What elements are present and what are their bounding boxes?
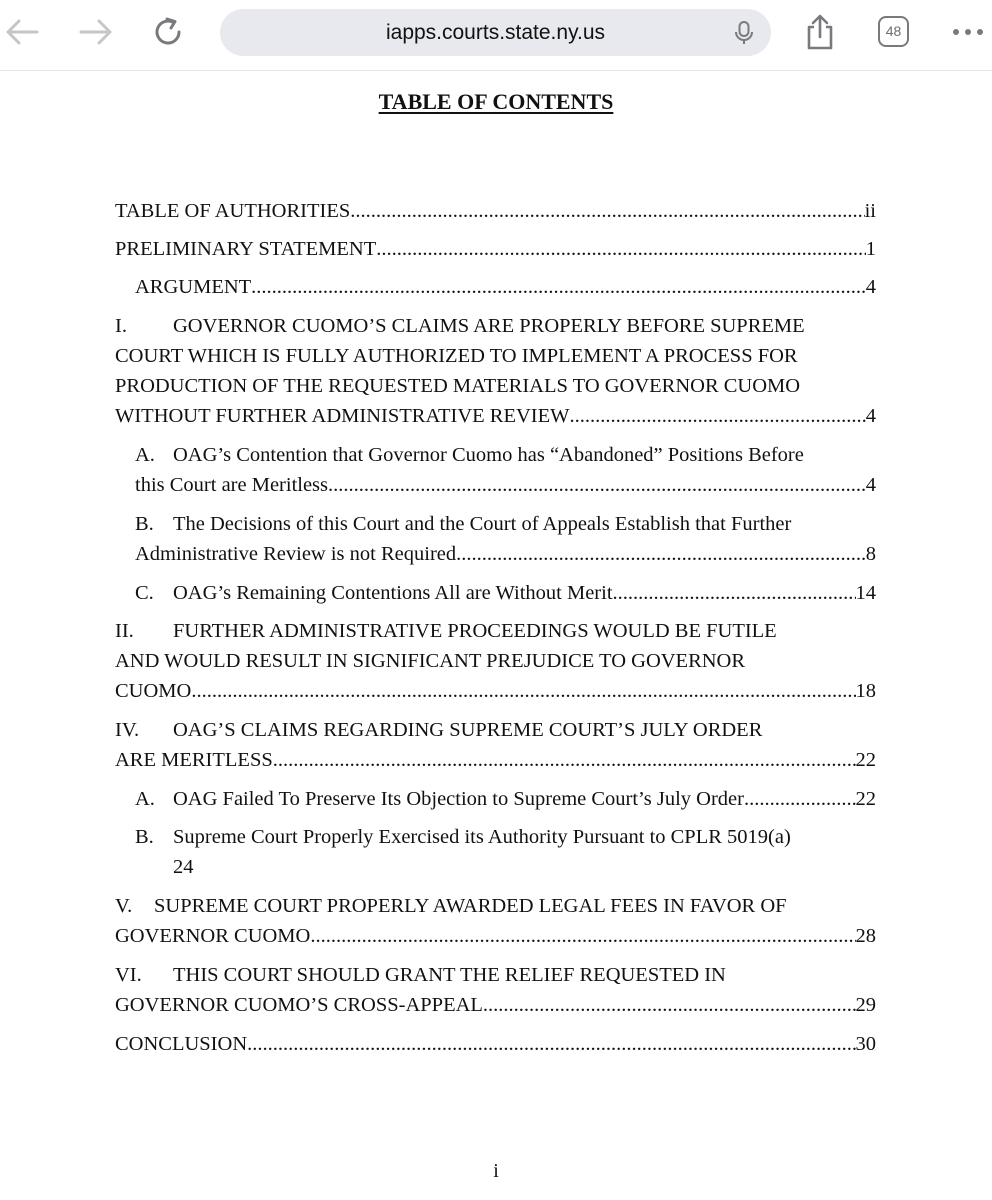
toc-entry-text: CUOMO. [115,680,197,702]
leader-dots [350,196,864,226]
toc-entry-point-vi[interactable] [115,960,876,1020]
share-icon [804,13,836,51]
toc-entry-text: FURTHER ADMINISTRATIVE PROCEEDINGS WOULD BE FUTILE [173,620,777,642]
leader-dots [613,578,856,608]
toc-entry-point-i[interactable] [115,311,876,431]
toc-entry-number: C. [135,582,154,604]
url-text[interactable]: iapps.courts.state.ny.us [385,21,606,44]
toc-entry-number: A. [135,788,155,810]
share-button[interactable] [798,10,842,54]
toc-page-number: ii [864,200,876,222]
document-page [0,71,992,1200]
microphone-icon[interactable] [732,20,756,46]
toc-page-number: 28 [855,925,876,947]
toc-page-number: 22 [855,749,876,771]
toc-entry-text: OAG Failed To Preserve Its Objection to Supreme Court’s July Order [173,788,744,810]
leader-dots [569,401,865,431]
toc-entry-text: ARGUMENT [135,276,252,298]
toc-page-number: 22 [855,788,876,810]
toc-entry-number: B. [135,513,154,535]
toc-page-number: 30 [855,1033,876,1055]
toc-entry-text: The Decisions of this Court and the Court of Appeals Establish that Further [173,513,792,535]
toc-entry-point-i-b[interactable] [135,509,876,569]
toc-entry-text: OAG’s Contention that Governor Cuomo has “Abandoned” Positions Before [173,444,804,466]
toc-entry-number: IV. [115,719,140,741]
page-number: i [493,1160,499,1182]
forward-button[interactable] [74,10,118,54]
toc-page-number: 4 [865,474,876,496]
toc-entry-number: VI. [115,964,142,986]
back-button[interactable] [0,10,44,54]
toc-entry-text: Administrative Review is not Required [135,543,457,565]
leader-dots [376,234,865,264]
toc-page-number: 4 [865,405,876,427]
toc-entry-argument[interactable] [135,272,876,302]
toc-entry-number: II. [115,620,134,642]
toc-entry-text: THIS COURT SHOULD GRANT THE RELIEF REQUESTED IN [173,964,726,986]
toc-entry-text: OAG’s Remaining Contentions All are Without Merit [173,582,613,604]
toc-entry-text: GOVERNOR CUOMO’S CROSS-APPEAL [115,994,483,1016]
toc-entry-point-i-a[interactable] [135,440,876,500]
back-arrow-icon [4,17,40,47]
toc-page-number: 29 [855,994,876,1016]
toc-page-number: 1 [865,238,876,260]
document-title: TABLE OF CONTENTS [378,89,614,114]
leader-dots [247,1029,855,1059]
toc-entry-point-v[interactable] [115,891,876,951]
toc-page-number: 14 [855,582,876,604]
forward-arrow-icon [78,17,114,47]
toc-entry-point-i-c[interactable] [135,578,876,608]
toc-page-number: 4 [865,276,876,298]
leader-dots [483,990,856,1020]
toc-entry-text: WITHOUT FURTHER ADMINISTRATIVE REVIEW [115,405,570,427]
toc-entry-preliminary-statement[interactable] [115,234,876,264]
toc-entry-text: CONCLUSION [115,1033,248,1055]
toc-entry-text: TABLE OF AUTHORITIES [115,200,351,222]
toc-entry-text: PRODUCTION OF THE REQUESTED MATERIALS TO GOVERNOR CUOMO [115,375,801,397]
browser-toolbar [0,0,992,71]
more-icon [950,27,986,37]
more-button[interactable] [946,10,990,54]
toc-entry-text: Supreme Court Properly Exercised its Authority Pursuant to CPLR 5019(a) [173,826,791,848]
leader-dots [744,784,856,814]
toc-entry-number: I. [115,315,127,337]
toc-entry-table-of-authorities[interactable] [115,196,876,226]
toc-entry-text: GOVERNOR CUOMO’S CLAIMS ARE PROPERLY BEFORE SUPREME [173,315,805,337]
toc-page-number: 8 [865,543,876,565]
leader-dots [328,470,866,500]
toc-entry-point-iv-b[interactable] [135,822,876,882]
toc-entry-number: V. [115,895,133,917]
reload-button[interactable] [147,10,191,54]
tab-count-button[interactable]: 48 [878,16,909,47]
leader-dots [310,921,855,951]
toc-entry-point-iv-a[interactable] [135,784,876,814]
toc-entry-number: B. [135,826,154,848]
toc-entry-conclusion[interactable] [115,1029,876,1059]
leader-dots [273,745,856,775]
toc-entry-text: GOVERNOR CUOMO [115,925,311,947]
leader-dots [251,272,866,302]
toc-page-number: 24 [173,856,194,878]
toc-entry-text: ARE MERITLESS [115,749,273,771]
toc-entry-point-iv[interactable] [115,715,876,775]
toc-entry-number: A. [135,444,155,466]
toc-entry-text: this Court are Meritless [135,474,329,496]
toc-entry-text: AND WOULD RESULT IN SIGNIFICANT PREJUDICE TO GOVERNOR [115,650,746,672]
toc-page-number: 18 [855,680,876,702]
reload-icon [151,14,187,50]
address-bar[interactable] [220,9,771,56]
toc-entry-text: PRELIMINARY STATEMENT [115,238,377,260]
toc-entry-text: SUPREME COURT PROPERLY AWARDED LEGAL FEES IN FAVOR OF [154,895,787,917]
toc-entry-text: OAG’S CLAIMS REGARDING SUPREME COURT’S JULY ORDER [173,719,763,741]
toc-entry-point-ii[interactable] [115,616,876,706]
toc-entry-text: COURT WHICH IS FULLY AUTHORIZED TO IMPLEMENT A PROCESS FOR [115,345,798,367]
leader-dots [196,676,855,706]
leader-dots [456,539,866,569]
